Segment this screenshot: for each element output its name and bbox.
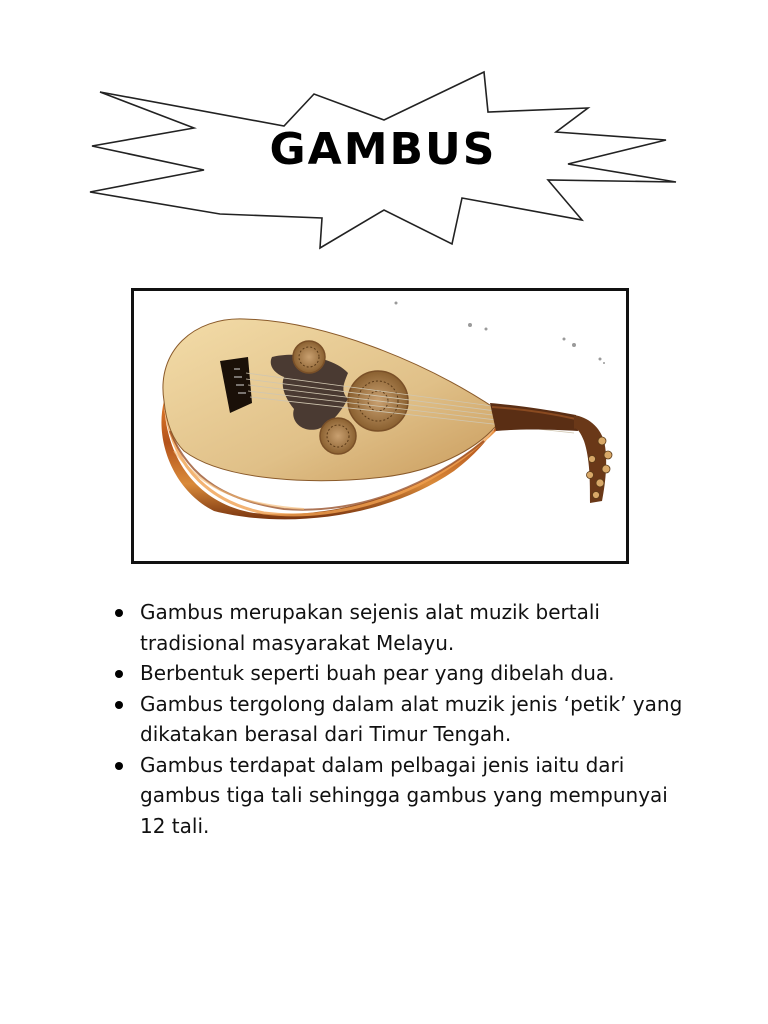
gambus-illustration bbox=[134, 291, 626, 561]
bullet-dot bbox=[115, 701, 123, 709]
bullet-text: Gambus merupakan sejenis alat muzik bertali tradisional masyarakat Melayu. bbox=[140, 600, 600, 655]
bullet-item bbox=[108, 597, 698, 658]
background-specks bbox=[395, 302, 606, 365]
bullet-text: Gambus tergolong dalam alat muzik jenis ‘petik’ yang dikatakan berasal dari Timur Tengah. bbox=[140, 691, 683, 746]
bullet-dot bbox=[115, 609, 123, 617]
bullet-item bbox=[108, 658, 698, 689]
gambus-rose-small-top bbox=[293, 341, 325, 373]
bullet-dot bbox=[115, 670, 123, 678]
gambus-photo bbox=[131, 288, 629, 564]
page-title: GAMBUS bbox=[269, 124, 497, 175]
bullet-dot bbox=[115, 762, 123, 770]
bullet-text: Gambus terdapat dalam pelbagai jenis iaitu dari gambus tiga tali sehingga gambus yang mempunyai 12 tali. bbox=[140, 752, 668, 838]
bullet-item bbox=[108, 750, 698, 842]
gambus-rose-small-bottom bbox=[320, 418, 356, 454]
info-bullet-list bbox=[108, 597, 698, 841]
bullet-text: Berbentuk seperti buah pear yang dibelah dua. bbox=[140, 661, 615, 685]
bullet-item bbox=[108, 689, 698, 750]
title-starburst bbox=[88, 70, 678, 252]
